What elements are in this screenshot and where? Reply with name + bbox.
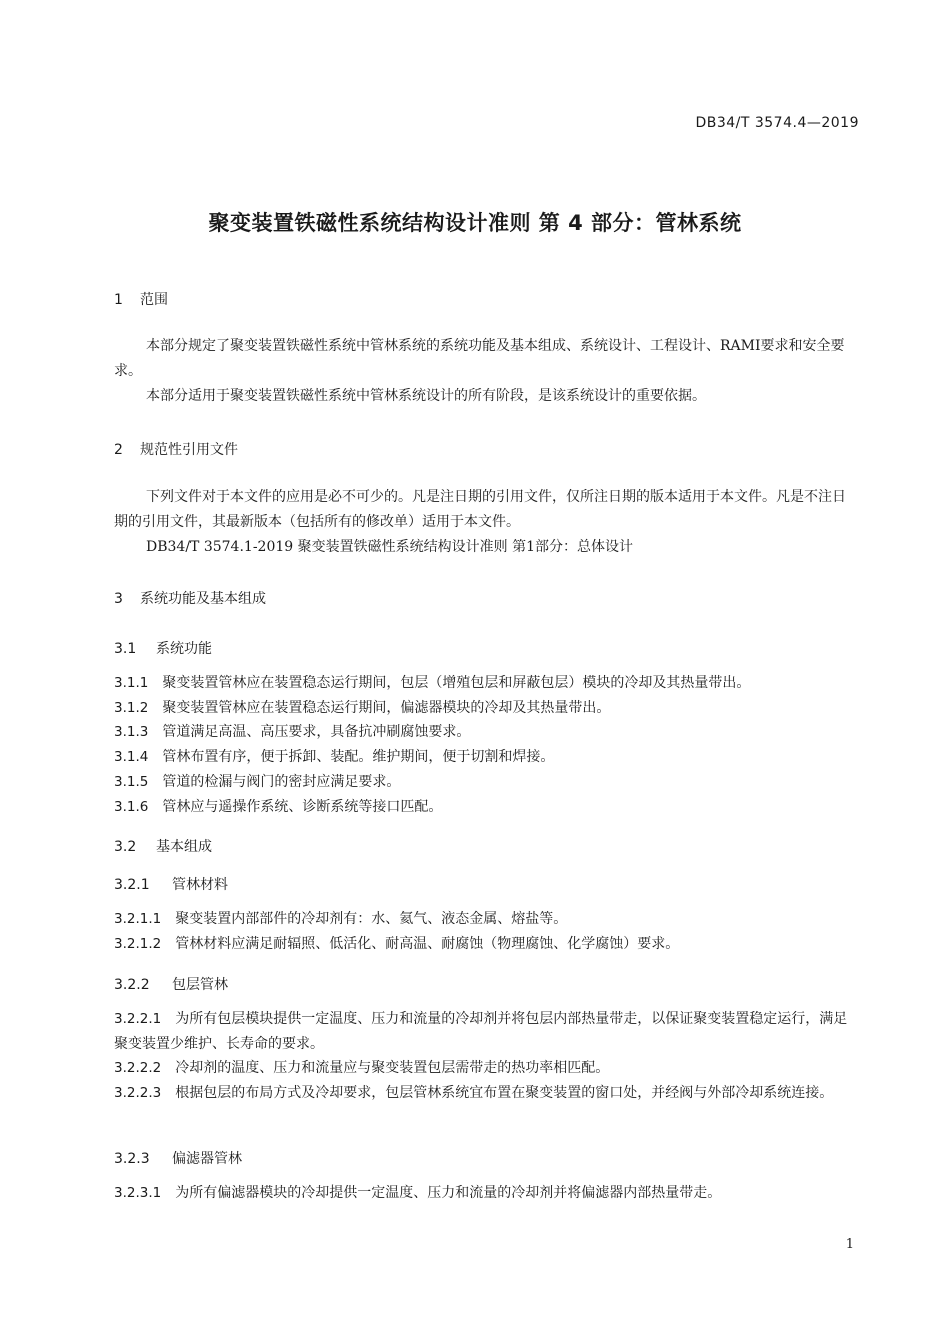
clause-item: [114, 1181, 859, 1206]
section-number: 3.2.1: [114, 877, 150, 893]
clause-text: 为所有包层模块提供一定温度、压力和流量的冷却剂并将包层内部热量带走，以保证聚变装置稳定运行，满足聚变装置少维护、长寿命的要求。: [114, 1011, 848, 1052]
clause-item: [114, 671, 859, 696]
clause-item: [114, 720, 859, 745]
clause-item: [114, 1081, 859, 1106]
clause-number: 3.1.4: [114, 749, 149, 765]
clause-text: 聚变装置内部部件的冷却剂有：水、氦气、液态金属、熔盐等。: [175, 911, 568, 927]
clause-number: 3.1.1: [114, 675, 149, 691]
clause-text: 管道满足高温、高压要求，具备抗冲刷腐蚀要求。: [162, 724, 471, 740]
clause-text: 聚变装置管林应在装置稳态运行期间，包层（增殖包层和屏蔽包层）模块的冷却及其热量带出。: [162, 675, 751, 691]
section-number: 1: [114, 292, 123, 308]
subsection-heading-3-2-1: [114, 874, 228, 894]
clause-number: 3.1.2: [114, 700, 149, 716]
clause-item: [114, 770, 859, 795]
section-title: 系统功能及基本组成: [140, 591, 266, 607]
clause-number: 3.2.2.2: [114, 1060, 162, 1076]
section-title: 规范性引用文件: [140, 442, 238, 458]
subsection-heading-3-2-2: [114, 974, 228, 994]
document-code: DB34/T 3574.4—2019: [695, 115, 859, 131]
section-title: 管林材料: [172, 877, 228, 893]
section-number: 3: [114, 591, 123, 607]
section-title: 偏滤器管林: [172, 1151, 242, 1167]
section-title: 范围: [140, 292, 168, 308]
clause-item: [114, 907, 859, 932]
page-number: 1: [845, 1237, 854, 1252]
section-number: 3.2.2: [114, 977, 150, 993]
clause-number: 3.2.2.1: [114, 1011, 162, 1027]
clause-text: 聚变装置管林应在装置稳态运行期间，偏滤器模块的冷却及其热量带出。: [162, 700, 611, 716]
paragraph: 下列文件对于本文件的应用是必不可少的。凡是注日期的引用文件，仅所注日期的版本适用于本文件。凡是不注日期的引用文件，其最新版本（包括所有的修改单）适用于本文件。: [114, 489, 846, 530]
clause-number: 3.2.1.2: [114, 936, 162, 952]
clause-number: 3.1.5: [114, 774, 149, 790]
paragraph: 本部分适用于聚变装置铁磁性系统中管林系统设计的所有阶段，是该系统设计的重要依据。: [146, 388, 706, 404]
section-heading-1: [114, 289, 168, 309]
clause-number: 3.2.1.1: [114, 911, 162, 927]
section-heading-3: [114, 588, 266, 608]
section-title: 基本组成: [156, 839, 212, 855]
clause-text: 管林布置有序，便于拆卸、装配。维护期间，便于切割和焊接。: [162, 749, 555, 765]
clause-number: 3.1.6: [114, 799, 149, 815]
document-title: 聚变装置铁磁性系统结构设计准则 第 4 部分：管林系统: [208, 211, 742, 235]
subsection-heading-3-1: [114, 638, 212, 658]
subsection-heading-3-2: [114, 836, 212, 856]
section-title: 包层管林: [172, 977, 228, 993]
clause-item: [114, 1056, 859, 1081]
subsection-heading-3-2-3: [114, 1148, 242, 1168]
section-number: 2: [114, 442, 123, 458]
clause-number: 3.1.3: [114, 724, 149, 740]
clause-text: 根据包层的布局方式及冷却要求，包层管林系统宜布置在聚变装置的窗口处，并经阀与外部冷却系统连接。: [175, 1085, 834, 1101]
section-heading-2: [114, 439, 238, 459]
clause-text: 管林应与遥操作系统、诊断系统等接口匹配。: [162, 799, 443, 815]
clause-text: 管道的检漏与阀门的密封应满足要求。: [162, 774, 401, 790]
clause-text: 管林材料应满足耐辐照、低活化、耐高温、耐腐蚀（物理腐蚀、化学腐蚀）要求。: [175, 936, 680, 952]
clause-number: 3.2.2.3: [114, 1085, 162, 1101]
clause-item: [114, 795, 859, 820]
clause-item: [114, 1007, 859, 1057]
clause-text: 冷却剂的温度、压力和流量应与聚变装置包层需带走的热功率相匹配。: [175, 1060, 610, 1076]
paragraph: 本部分规定了聚变装置铁磁性系统中管林系统的系统功能及基本组成、系统设计、工程设计、RAMI要求和安全要求。: [114, 338, 845, 379]
clause-item: [114, 745, 859, 770]
section-title: 系统功能: [156, 641, 212, 657]
normative-reference: DB34/T 3574.1-2019 聚变装置铁磁性系统结构设计准则 第1部分：总体设计: [146, 539, 633, 555]
clause-item: [114, 932, 859, 957]
section-number: 3.2: [114, 839, 137, 855]
section-number: 3.2.3: [114, 1151, 150, 1167]
clause-item: [114, 696, 859, 721]
clause-text: 为所有偏滤器模块的冷却提供一定温度、压力和流量的冷却剂并将偏滤器内部热量带走。: [175, 1185, 722, 1201]
clause-number: 3.2.3.1: [114, 1185, 162, 1201]
section-number: 3.1: [114, 641, 137, 657]
